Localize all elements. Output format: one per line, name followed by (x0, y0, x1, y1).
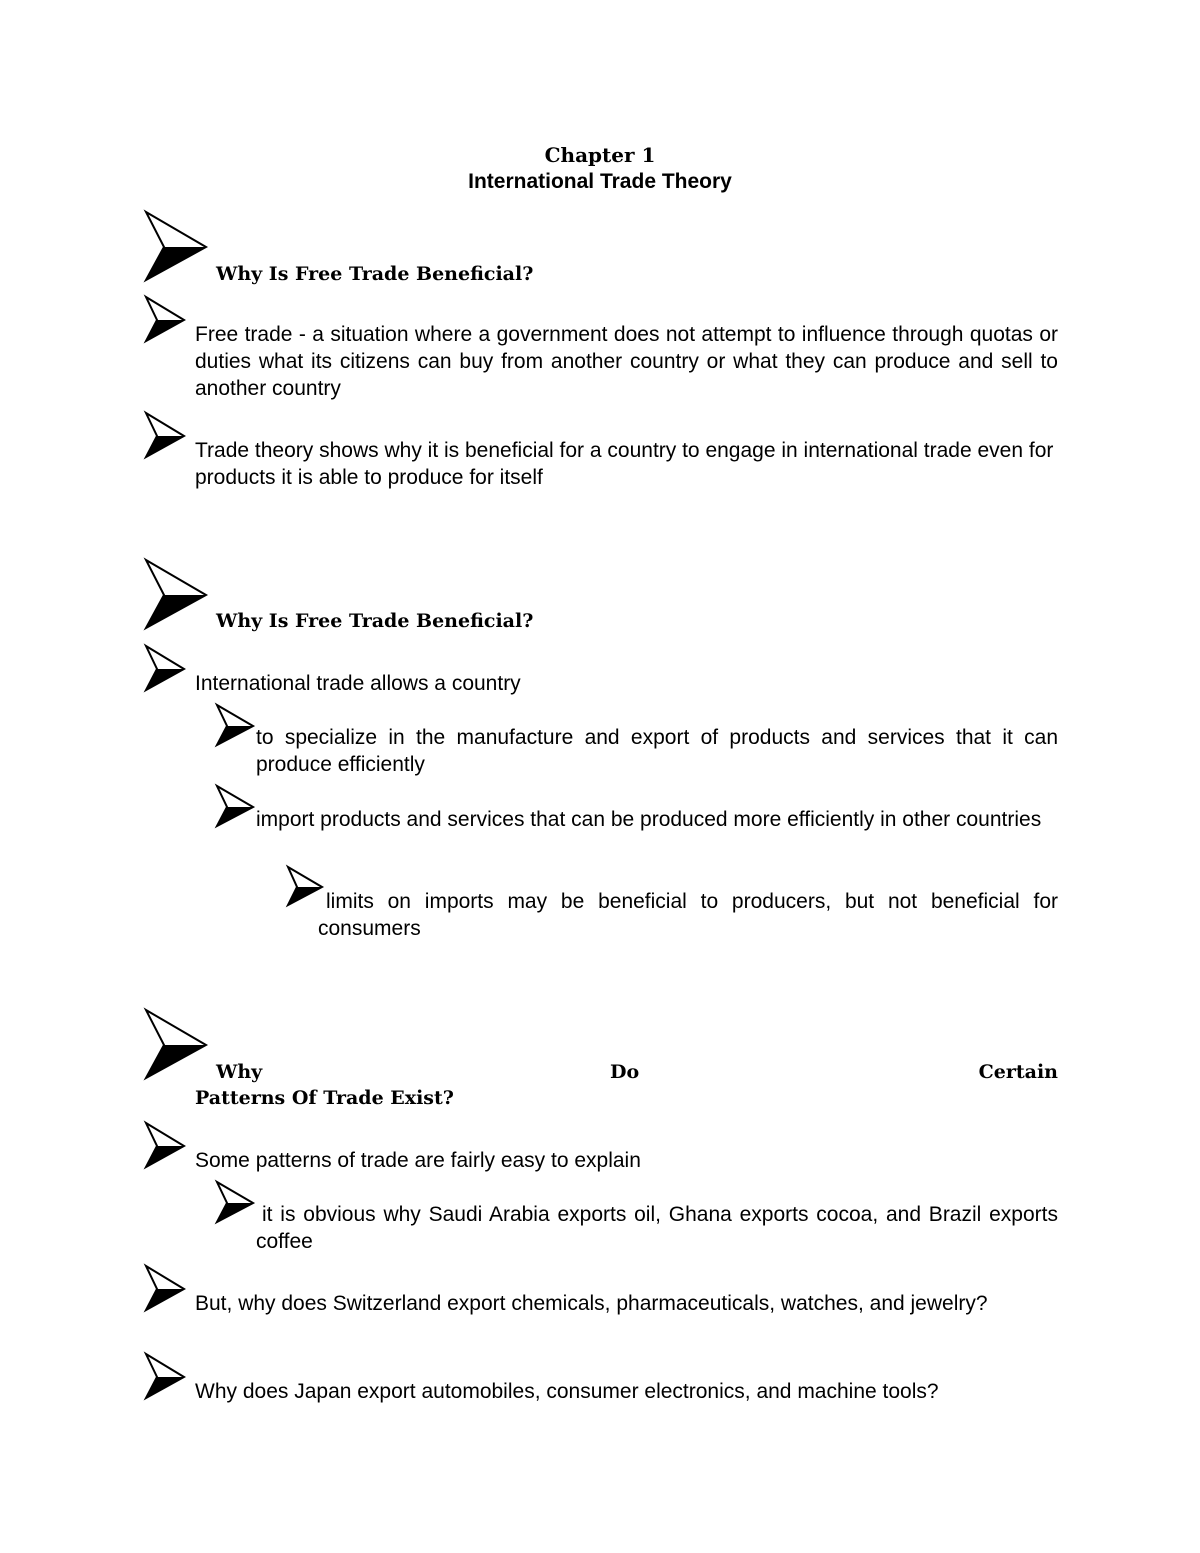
large-arrow-bullet-icon (144, 559, 208, 629)
bullet-text: But, why does Switzerland export chemicals, pharmaceuticals, watches, and jewelry? (195, 1292, 988, 1315)
section-heading-continuation: Patterns Of Trade Exist? (195, 1087, 454, 1109)
bullet-text: Free trade - a situation where a government does not attempt to influence through quotas or duties what its citizens can buy from another country or what they can produce and sell to another country (195, 323, 1058, 400)
bullet-text: International trade allows a country (195, 672, 521, 695)
section-heading: Why Is Free Trade Beneficial? (216, 263, 534, 285)
arrow-bullet-icon (144, 1122, 186, 1168)
bullet-text: Why does Japan export automobiles, consumer electronics, and machine tools? (195, 1380, 939, 1403)
large-arrow-bullet-icon (144, 211, 208, 281)
arrow-bullet-icon (144, 296, 186, 342)
sub-bullet-text: it is obvious why Saudi Arabia exports oil, Ghana exports cocoa, and Brazil exports coffee (256, 1203, 1058, 1253)
arrow-bullet-icon (144, 1265, 186, 1311)
chapter-subtitle: International Trade Theory (468, 170, 732, 193)
sub-sub-bullet-text: limits on imports may be beneficial to producers, but not beneficial for consumers (318, 890, 1058, 940)
bullet-text: Some patterns of trade are fairly easy to explain (195, 1149, 641, 1172)
sub-bullet-text: import products and services that can be produced more efficiently in other countries (256, 808, 1042, 831)
section-heading: Why Is Free Trade Beneficial? (216, 610, 534, 632)
arrow-bullet-icon (144, 645, 186, 691)
arrow-bullet-icon (144, 412, 186, 458)
bullet-text: Trade theory shows why it is beneficial for a country to engage in international trade even for products it is able to produce for itself (195, 439, 1054, 489)
section-heading-word: Do (610, 1061, 640, 1083)
arrow-sub-bullet-icon (215, 704, 255, 746)
chapter-title: Chapter 1 (544, 143, 656, 167)
section-heading-word: Why (216, 1061, 263, 1083)
large-arrow-bullet-icon (144, 1009, 208, 1079)
sub-bullet-text: to specialize in the manufacture and export of products and services that it can produce efficiently (256, 726, 1058, 776)
arrow-bullet-icon (144, 1353, 186, 1399)
arrow-sub-bullet-icon (215, 1181, 255, 1223)
arrow-sub-bullet-icon (215, 785, 255, 827)
section-heading-word: Certain (978, 1061, 1058, 1083)
